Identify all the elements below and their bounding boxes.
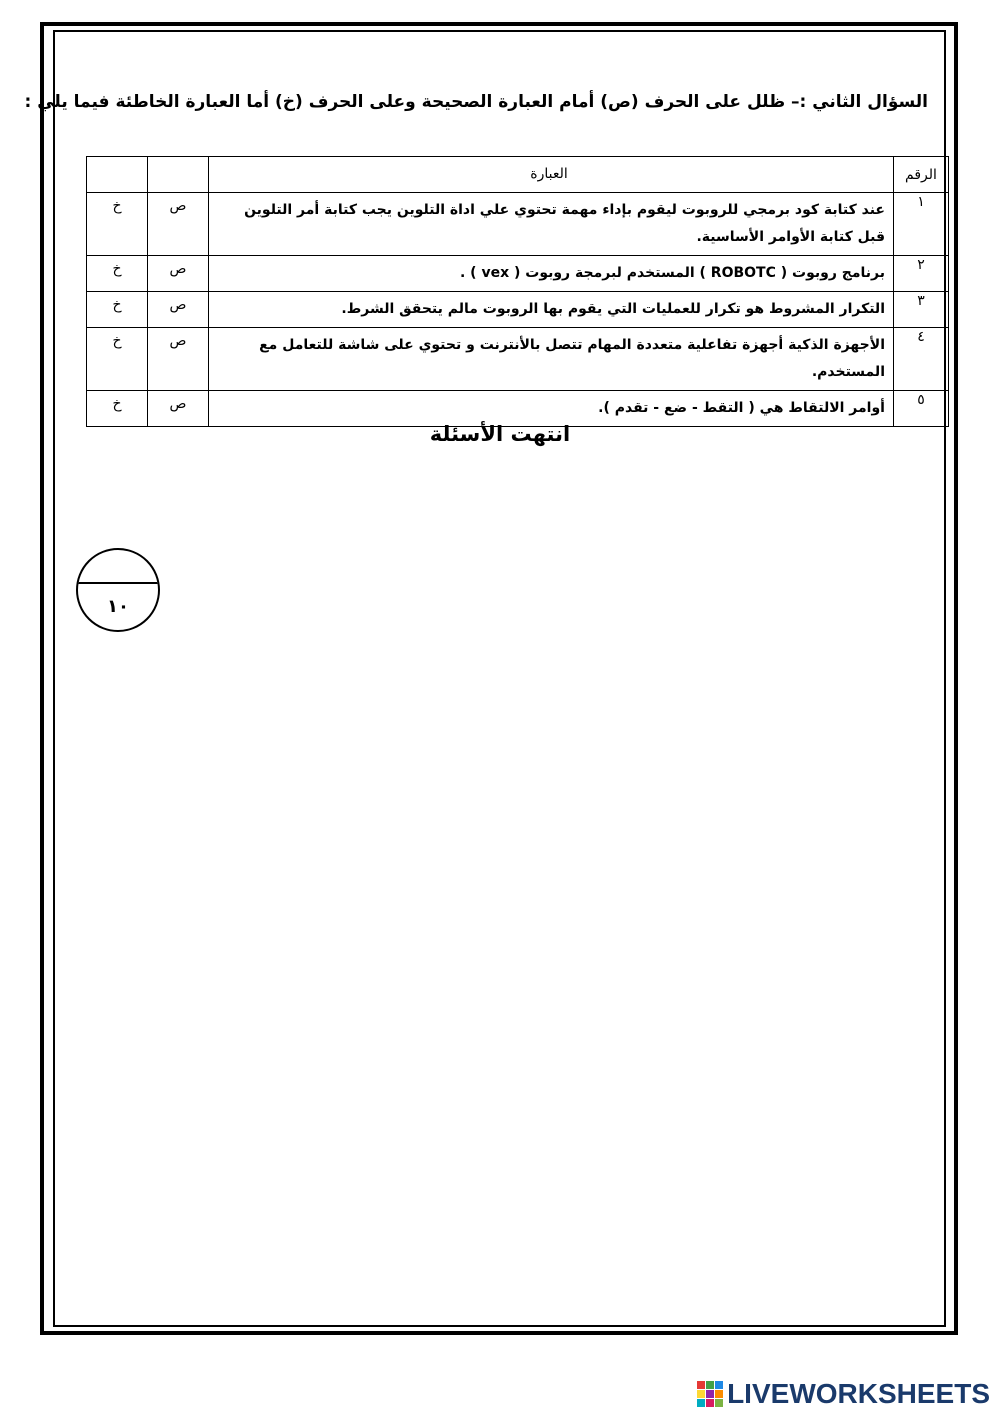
table-row	[87, 256, 949, 292]
row-number: ٤	[894, 328, 949, 391]
end-of-questions: انتهت الأسئلة	[429, 422, 571, 446]
true-option[interactable]: ص	[148, 292, 209, 328]
false-option[interactable]: خ	[87, 391, 148, 427]
true-option[interactable]: ص	[148, 328, 209, 391]
row-statement: عند كتابة كود برمجي للروبوت ليقوم بإداء مهمة تحتوي علي اداة التلوين يجب كتابة أمر التلوين قبل كتابة الأوامر الأساسية.	[209, 193, 894, 256]
table-row	[87, 193, 949, 256]
true-option[interactable]: ص	[148, 193, 209, 256]
row-number: ٢	[894, 256, 949, 292]
liveworksheets-logo	[697, 1378, 990, 1410]
true-false-table	[86, 156, 949, 427]
question-title: السؤال الثاني :– ظلل على الحرف (ص) أمام العبارة الصحيحة وعلى الحرف (خ) أما العبارة الخاطئة فيما يلي :	[24, 92, 928, 112]
false-option[interactable]: خ	[87, 193, 148, 256]
header-statement: العبارة	[209, 157, 894, 193]
row-statement: التكرار المشروط هو تكرار للعمليات التي يقوم بها الروبوت مالم يتحقق الشرط.	[209, 292, 894, 328]
header-number: الرقم	[894, 157, 949, 193]
row-statement: الأجهزة الذكية أجهزة تفاعلية متعددة المهام تتصل بالأنترنت و تحتوي على شاشة للتعامل مع المستخدم.	[209, 328, 894, 391]
false-option[interactable]: خ	[87, 328, 148, 391]
header-true-blank	[148, 157, 209, 193]
score-circle	[76, 548, 160, 632]
table-row	[87, 328, 949, 391]
liveworksheets-icon	[697, 1381, 723, 1407]
score-divider	[78, 582, 158, 584]
table-row	[87, 292, 949, 328]
row-number: ٣	[894, 292, 949, 328]
row-statement: برنامج روبوت ( ROBOTC ) المستخدم لبرمجة روبوت ( vex ) .	[209, 256, 894, 292]
row-statement: أوامر الالتقاط هي ( التقط - ضع - تقدم ).	[209, 391, 894, 427]
false-option[interactable]: خ	[87, 256, 148, 292]
brand-name: LIVEWORKSHEETS	[727, 1378, 990, 1409]
row-number: ٥	[894, 391, 949, 427]
score-value: ١٠	[107, 596, 129, 617]
row-number: ١	[894, 193, 949, 256]
header-false-blank	[87, 157, 148, 193]
true-option[interactable]: ص	[148, 256, 209, 292]
false-option[interactable]: خ	[87, 292, 148, 328]
true-option[interactable]: ص	[148, 391, 209, 427]
table-header-row	[87, 157, 949, 193]
